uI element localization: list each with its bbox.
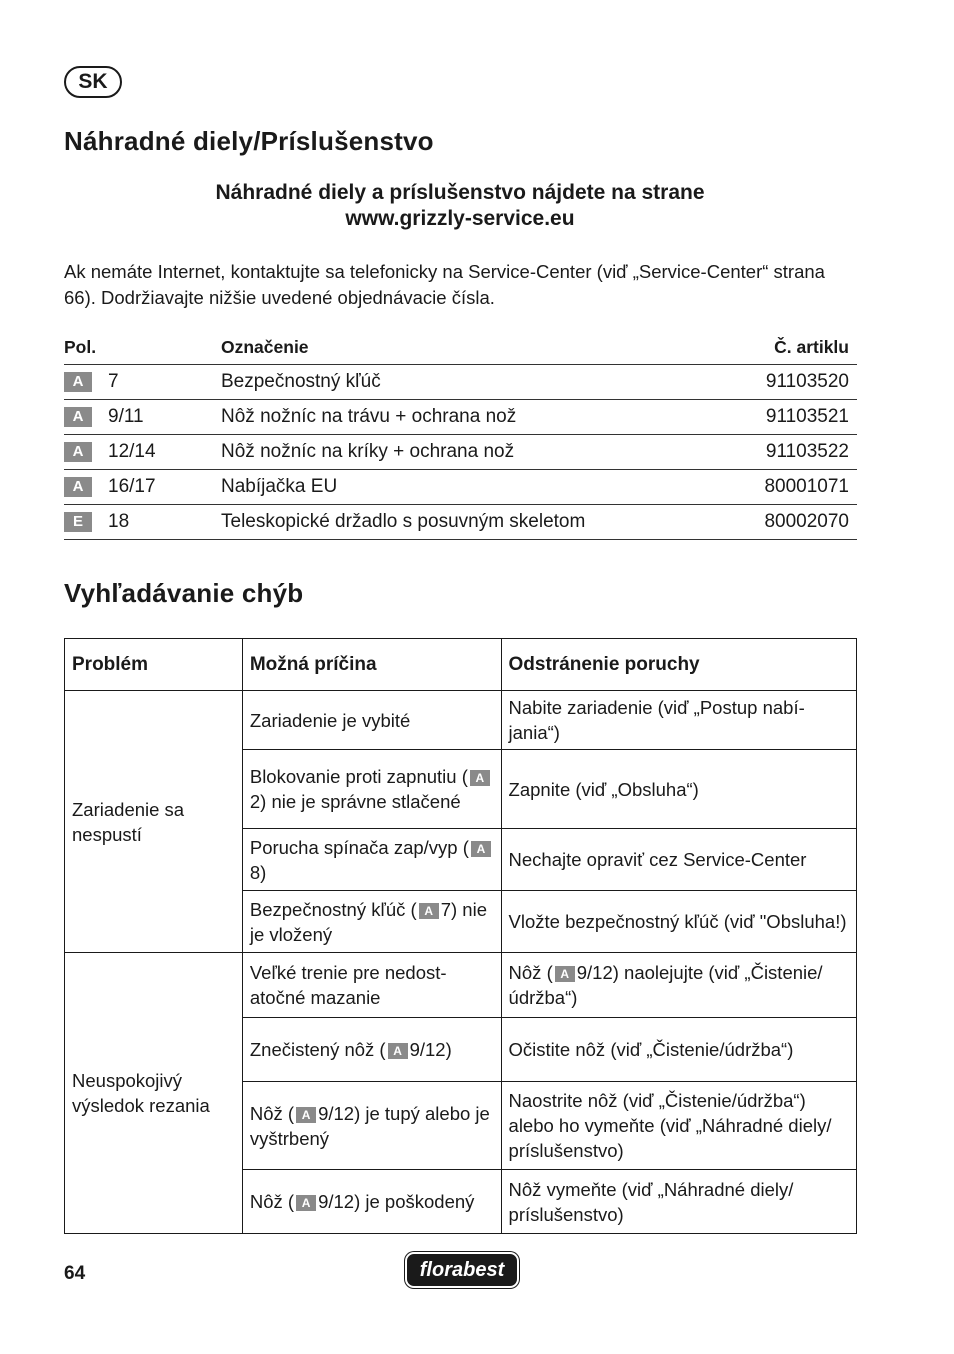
fix-text: 9/12) naolejujte (viď „Čistenie/údržba“) <box>508 962 823 1008</box>
row-pos <box>64 511 221 533</box>
table-row <box>65 691 857 750</box>
figure-ref-badge: A <box>419 903 439 919</box>
parts-intro-text: Ak nemáte Internet, kontaktujte sa telefonicky na Service-Center (viď „Service-Center“ strana 66). Dodržiavajte nižšie uvedené objednávacie čísla. <box>64 261 825 308</box>
problem-cell: Neuspokojivý výsledok rezania <box>65 953 243 1234</box>
fix-cell: Nôž vymeňte (viď „Náhradné diely/ príslušenstvo) <box>501 1170 856 1234</box>
table-row <box>64 505 857 540</box>
troubleshooting-section-title: Vyhľadávanie chýb <box>64 578 304 608</box>
cause-text: 9/12) je tupý alebo je vyštrbený <box>249 1102 490 1149</box>
table-row <box>64 400 857 435</box>
cause-text: Nôž ( <box>249 1191 295 1212</box>
brand-logo: florabest <box>405 1252 519 1288</box>
parts-table <box>64 330 857 540</box>
subheading-line-1: Náhradné diely a príslušenstvo nájdete na strane <box>215 181 705 204</box>
header-name: Označenie <box>221 336 309 357</box>
cause-text: Nôž ( <box>249 1102 295 1124</box>
fix-cell: Naostrite nôž (viď „Čistenie/údržba“) alebo ho vymeňte (viď „Náhradné diely/ príslušenstvo) <box>501 1082 856 1170</box>
header-problem: Problém <box>65 639 243 691</box>
figure-letter-badge: A <box>64 407 92 427</box>
pos-number: 16/17 <box>108 476 156 497</box>
figure-ref-badge: A <box>471 841 491 857</box>
cause-text: 9/12) <box>409 1039 452 1060</box>
figure-letter-badge: A <box>64 372 92 392</box>
figure-ref-badge: A <box>388 1043 408 1059</box>
cause-cell: Veľké trenie pre nedostatočné mazanie <box>242 953 501 1018</box>
figure-letter-badge: A <box>64 477 92 497</box>
language-badge: SK <box>64 66 122 98</box>
pos-number: 12/14 <box>108 441 156 462</box>
header-fix: Odstránenie poruchy <box>501 639 856 691</box>
cause-cell <box>242 750 501 829</box>
row-pos <box>64 476 221 498</box>
cause-text: 2) nie je správne stlačené <box>249 791 461 812</box>
pos-number: 9/11 <box>108 406 144 427</box>
fix-cell: Vložte bezpečnostný kľúč (viď "Obsluha!) <box>501 891 856 953</box>
troubleshooting-table <box>64 638 857 1234</box>
part-name: Nabíjačka EU <box>221 476 338 497</box>
cause-text: 7) nie je vložený <box>249 898 487 945</box>
figure-letter-badge: E <box>64 512 92 532</box>
figure-ref-badge: A <box>296 1195 316 1211</box>
figure-letter-badge: A <box>64 442 92 462</box>
cause-text: 8) <box>249 861 267 883</box>
fix-cell: Nechajte opraviť cez Service-Center <box>501 829 856 891</box>
part-name: Bezpečnostný kľúč <box>221 371 381 392</box>
header-pos: Pol. <box>64 336 97 357</box>
cause-cell <box>242 1170 501 1234</box>
cause-text: Blokovanie proti zapnutiu ( <box>249 766 468 787</box>
service-website-link[interactable]: www.grizzly-service.eu <box>345 207 575 230</box>
cause-cell <box>242 1018 501 1082</box>
cause-text: 9/12) je poškodený <box>318 1191 475 1212</box>
figure-ref-badge: A <box>555 966 575 982</box>
article-number: 80002070 <box>764 511 849 532</box>
cause-cell <box>242 891 501 953</box>
part-name: Nôž nožníc na trávu + ochrana nož <box>221 406 517 427</box>
fix-text: Nôž ( <box>508 962 553 983</box>
cause-text: Bezpečnostný kľúč ( <box>249 898 417 920</box>
cause-cell <box>242 829 501 891</box>
problem-cell: Zariadenie sa nespustí <box>65 691 243 953</box>
figure-ref-badge: A <box>470 770 490 786</box>
table-row <box>64 365 857 400</box>
troubleshooting-header-row <box>65 639 857 691</box>
parts-subheading <box>64 180 856 232</box>
table-row <box>65 953 857 1018</box>
cause-cell: Zariadenie je vybité <box>242 691 501 750</box>
article-number: 91103520 <box>765 371 849 392</box>
cause-text: Znečistený nôž ( <box>249 1039 386 1060</box>
figure-ref-badge: A <box>296 1107 316 1123</box>
fix-cell: Zapnite (viď „Obsluha“) <box>501 750 856 829</box>
pos-number: 7 <box>108 371 119 392</box>
header-article: Č. artiklu <box>774 336 849 357</box>
article-number: 80001071 <box>764 476 849 497</box>
parts-table-header <box>64 330 857 365</box>
row-pos <box>64 406 221 428</box>
article-number: 91103521 <box>765 406 849 427</box>
row-pos <box>64 371 221 393</box>
cause-text: Porucha spínača zap/vyp ( <box>249 836 469 858</box>
fix-cell <box>501 953 856 1018</box>
page-number: 64 <box>64 1263 86 1284</box>
fix-cell: Očistite nôž (viď „Čistenie/údržba“) <box>501 1018 856 1082</box>
table-row <box>64 435 857 470</box>
table-row <box>64 470 857 505</box>
header-cause: Možná príčina <box>242 639 501 691</box>
cause-cell <box>242 1082 501 1170</box>
parts-section-title: Náhradné diely/Príslušenstvo <box>64 126 434 156</box>
article-number: 91103522 <box>765 441 849 462</box>
pos-number: 18 <box>108 511 130 532</box>
row-pos <box>64 441 221 463</box>
part-name: Teleskopické držadlo s posuvným skeletom <box>221 511 586 532</box>
fix-cell: Nabite zariadenie (viď „Postup nabíjania“) <box>501 691 856 750</box>
part-name: Nôž nožníc na kríky + ochrana nož <box>221 441 515 462</box>
